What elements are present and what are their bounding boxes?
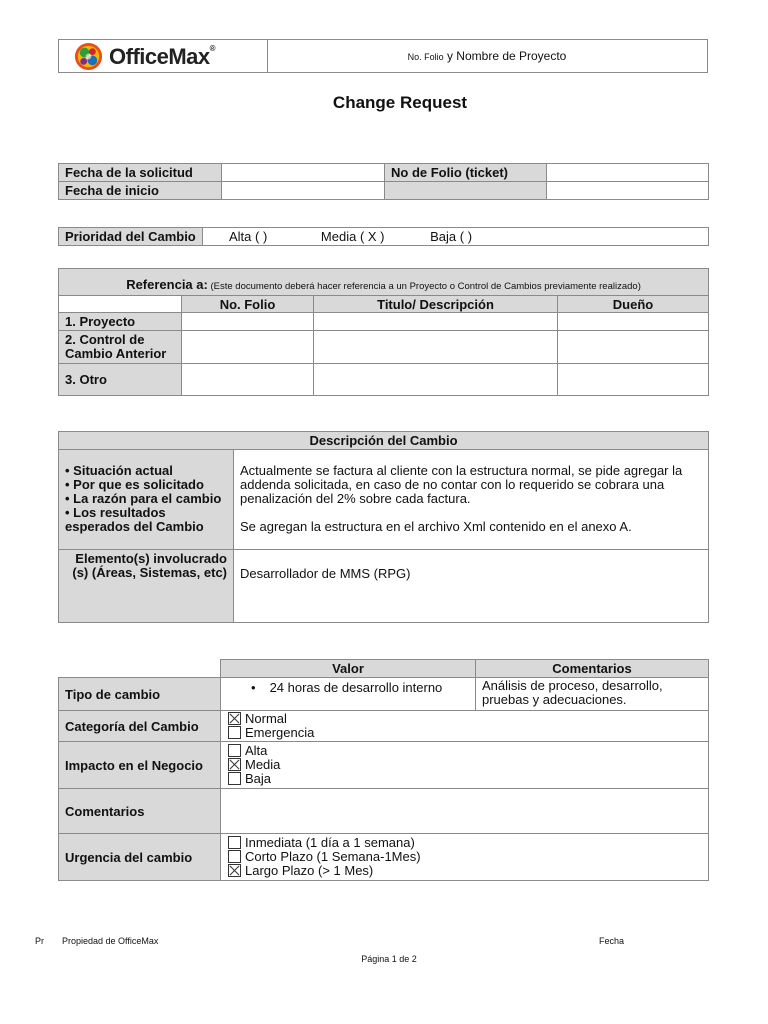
document-header [58, 39, 708, 73]
checkbox-icon[interactable] [228, 850, 241, 863]
bullet-situacion: • Situación actual [65, 463, 173, 478]
logo-box [59, 40, 268, 72]
tipo-cambio-comment[interactable]: Análisis de proceso, desarrollo, pruebas y adecuaciones. [476, 678, 709, 711]
col-header-titulo: Titulo/ Descripción [314, 296, 558, 313]
description-text-2: Se agregan la estructura en el archivo Xml contenido en el anexo A. [240, 519, 632, 534]
col-header-folio: No. Folio [182, 296, 314, 313]
elements-value[interactable]: Desarrollador de MMS (RPG) [234, 550, 709, 623]
checkbox-checked-icon[interactable] [228, 864, 241, 877]
control-titulo-field[interactable] [314, 331, 558, 364]
proyecto-folio-field[interactable] [182, 313, 314, 331]
footer-property: Propiedad de OfficeMax [62, 936, 159, 946]
priority-label: Prioridad del Cambio [59, 228, 203, 246]
folio-ticket-field[interactable] [547, 164, 709, 182]
reference-title: Referencia a: (Este documento deberá hacer referencia a un Proyecto o Control de Cambios previamente realizado) [59, 269, 709, 296]
row-control-cambio: 2. Control de Cambio Anterior [59, 331, 182, 364]
comentarios-label: Comentarios [59, 789, 221, 834]
details-table [58, 659, 709, 881]
checkbox-checked-icon[interactable] [228, 758, 241, 771]
footer-date: Fecha [599, 936, 625, 946]
otro-titulo-field[interactable] [314, 364, 558, 396]
priority-table [58, 227, 709, 246]
otro-dueno-field[interactable] [558, 364, 709, 396]
empty-cell [547, 182, 709, 200]
fecha-inicio-field[interactable] [222, 182, 385, 200]
impacto-baja[interactable]: Baja [228, 772, 702, 786]
categoria-emergencia[interactable]: Emergencia [228, 726, 702, 740]
proyecto-titulo-field[interactable] [314, 313, 558, 331]
folio-small-label: No. Folio [407, 52, 444, 62]
proyecto-dueno-field[interactable] [558, 313, 709, 331]
impacto-media[interactable]: Media [228, 758, 702, 772]
checkbox-icon[interactable] [228, 744, 241, 757]
urgencia-inmediata[interactable]: Inmediata (1 día a 1 semana) [228, 836, 702, 850]
description-text-cell[interactable] [234, 450, 709, 550]
footer-left-text: Pr [35, 936, 44, 946]
checkbox-icon[interactable] [228, 772, 241, 785]
priority-media[interactable]: Media ( X ) [320, 229, 385, 244]
description-table [58, 431, 709, 623]
folio-ticket-label: No de Folio (ticket) [385, 164, 547, 182]
urgencia-label: Urgencia del cambio [59, 834, 221, 881]
priority-alta[interactable]: Alta ( ) [229, 229, 268, 244]
valor-header: Valor [221, 660, 476, 678]
project-name-label: y Nombre de Proyecto [443, 49, 567, 63]
tipo-cambio-label: Tipo de cambio [59, 678, 221, 711]
control-dueno-field[interactable] [558, 331, 709, 364]
description-text-1: Actualmente se factura al cliente con la estructura normal, se pide agregar la addenda solicitada, en caso de no contar con lo requerido se cobrara una penalización del 2% sobre cada factura. [240, 463, 683, 506]
brand-name: OfficeMax® [109, 44, 216, 69]
checkbox-icon[interactable] [228, 836, 241, 849]
reference-corner-cell [59, 296, 182, 313]
categoria-label: Categoría del Cambio [59, 711, 221, 742]
bullet-resultados: • Los resultados esperados del Cambio [65, 505, 204, 534]
checkbox-icon[interactable] [228, 726, 241, 739]
description-bullets [59, 450, 234, 550]
officemax-logo-icon [73, 41, 104, 72]
fecha-inicio-label: Fecha de inicio [59, 182, 222, 200]
comentarios-field[interactable] [221, 789, 709, 834]
categoria-options [221, 711, 709, 742]
row-otro: 3. Otro [59, 364, 182, 396]
fecha-solicitud-label: Fecha de la solicitud [59, 164, 222, 182]
tipo-cambio-value[interactable]: • 24 horas de desarrollo interno [221, 678, 476, 711]
request-info-table [58, 163, 709, 200]
comentarios-header: Comentarios [476, 660, 709, 678]
priority-baja[interactable]: Baja ( ) [430, 229, 473, 244]
otro-folio-field[interactable] [182, 364, 314, 396]
impacto-alta[interactable]: Alta [228, 744, 702, 758]
details-corner [59, 660, 221, 678]
urgencia-corto[interactable]: Corto Plazo (1 Semana-1Mes) [228, 850, 702, 864]
control-folio-field[interactable] [182, 331, 314, 364]
impacto-options [221, 742, 709, 789]
header-title [267, 49, 707, 63]
page-title: Change Request [332, 93, 468, 112]
col-header-dueno: Dueño [558, 296, 709, 313]
checkbox-checked-icon[interactable] [228, 712, 241, 725]
urgencia-options [221, 834, 709, 881]
row-proyecto: 1. Proyecto [59, 313, 182, 331]
priority-options[interactable] [203, 228, 709, 246]
fecha-solicitud-field[interactable] [222, 164, 385, 182]
urgencia-largo[interactable]: Largo Plazo (> 1 Mes) [228, 864, 702, 878]
empty-gray-cell [385, 182, 547, 200]
page-number: Página 1 de 2 [361, 954, 417, 964]
impacto-label: Impacto en el Negocio [59, 742, 221, 789]
reference-table [58, 268, 709, 396]
elements-label: Elemento(s) involucrado (s) (Áreas, Sistemas, etc) [59, 550, 234, 623]
bullet-razon: • La razón para el cambio [65, 491, 222, 506]
categoria-normal[interactable]: Normal [228, 712, 702, 726]
description-title: Descripción del Cambio [59, 432, 709, 450]
bullet-por-que: • Por que es solicitado [65, 477, 204, 492]
